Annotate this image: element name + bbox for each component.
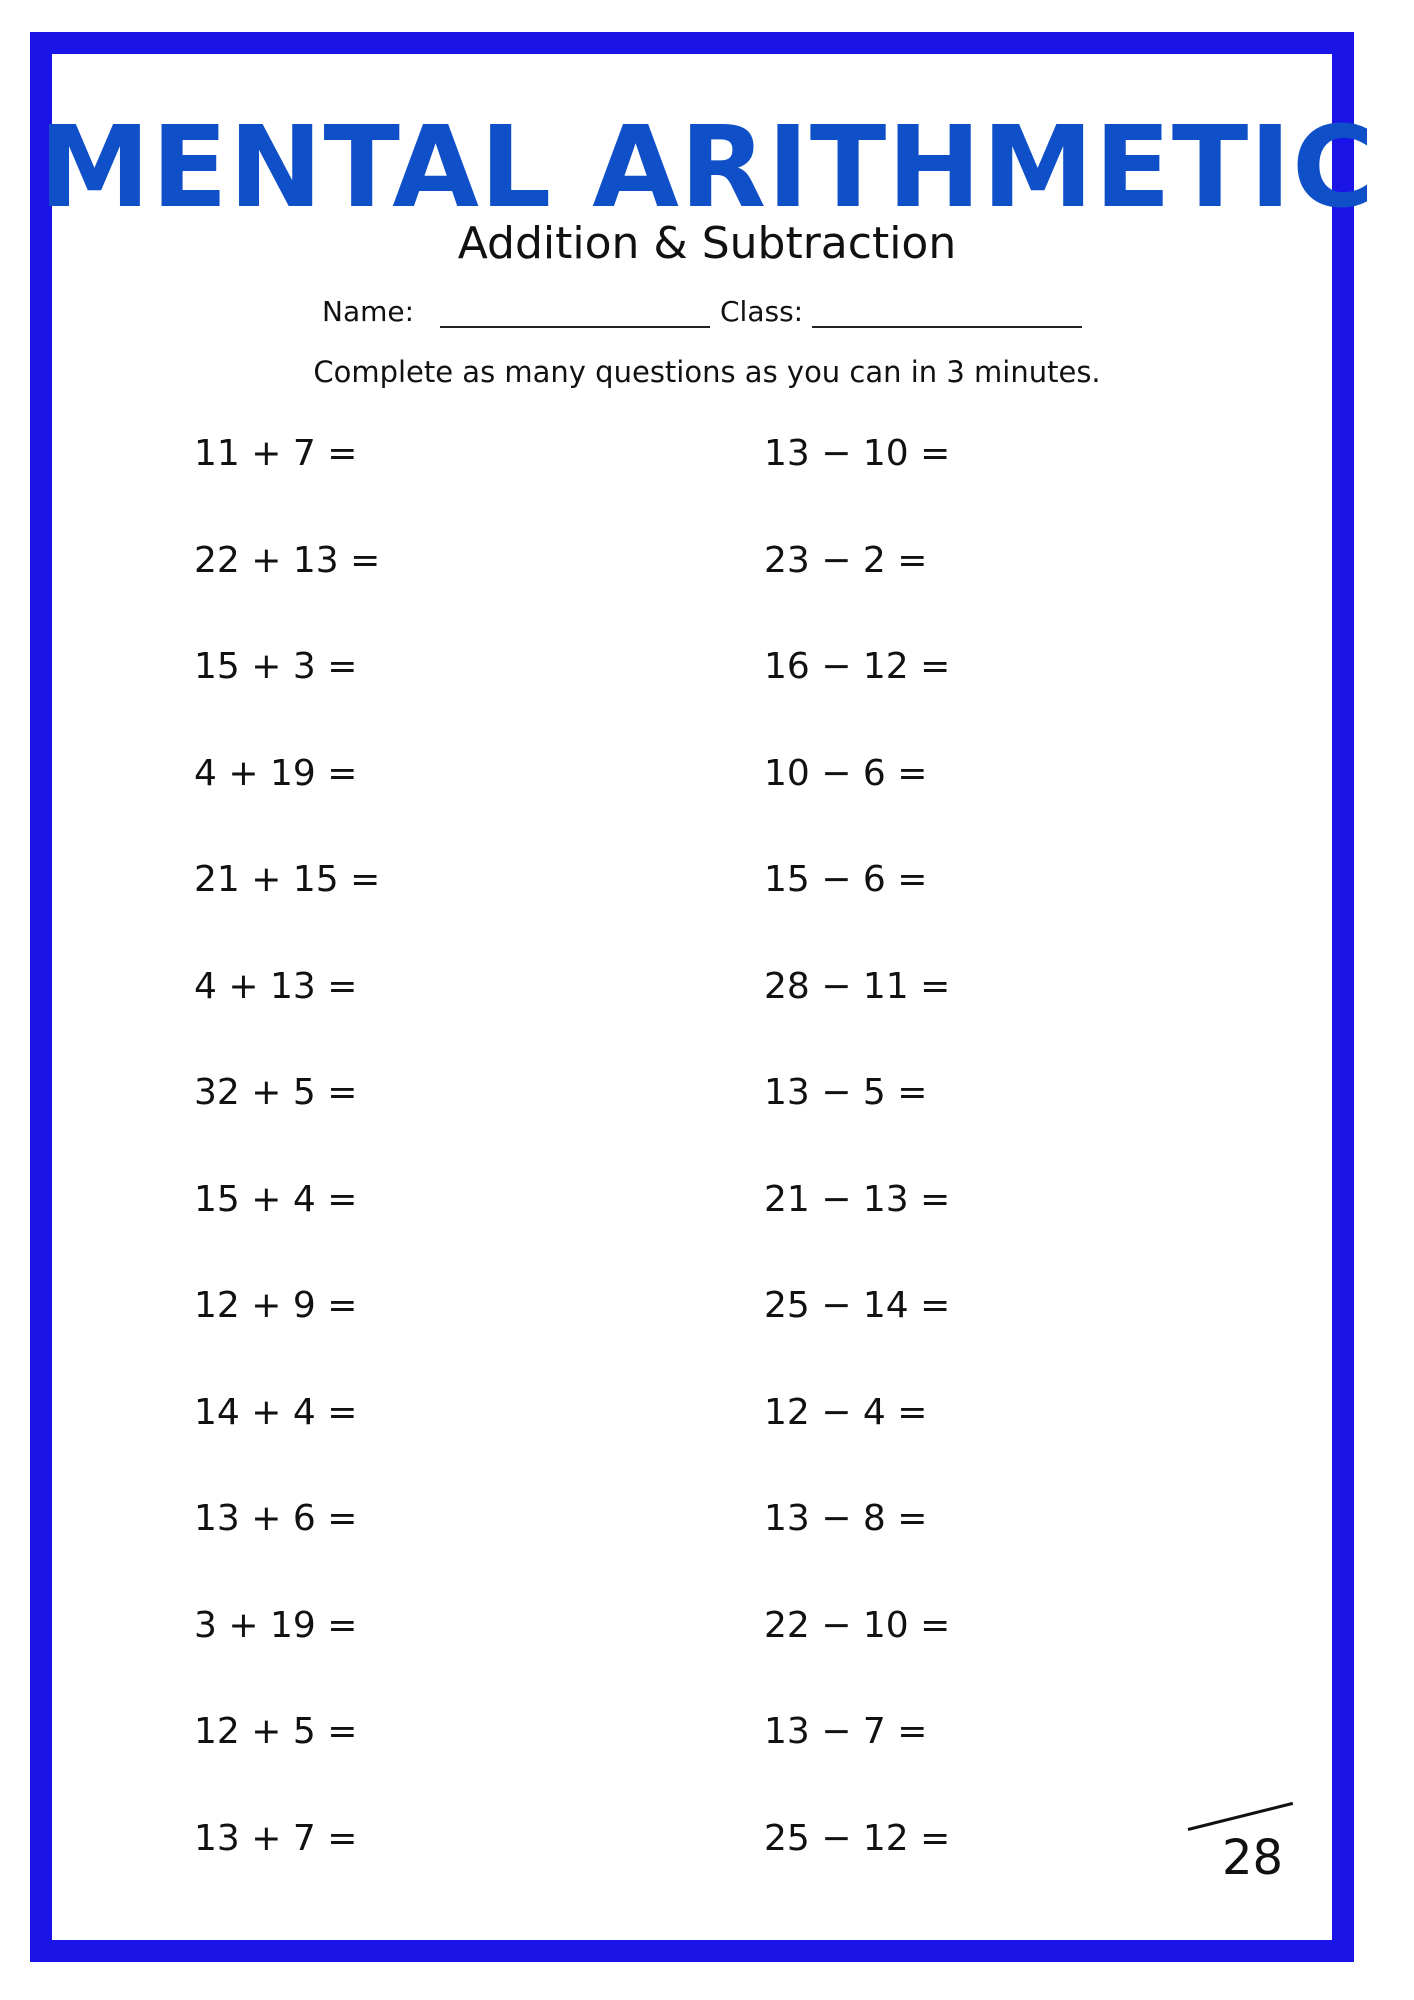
addition-question[interactable]: 15 + 3 =: [194, 646, 358, 687]
subtraction-question[interactable]: 12 − 4 =: [764, 1392, 928, 1433]
subtraction-question[interactable]: 15 − 6 =: [764, 859, 928, 900]
addition-question[interactable]: 22 + 13 =: [194, 540, 381, 581]
addition-question[interactable]: 11 + 7 =: [194, 433, 358, 474]
subtraction-question[interactable]: 13 − 5 =: [764, 1072, 928, 1113]
subtraction-question[interactable]: 13 − 7 =: [764, 1711, 928, 1752]
subtraction-question[interactable]: 25 − 12 =: [764, 1818, 951, 1859]
addition-question[interactable]: 12 + 5 =: [194, 1711, 358, 1752]
subtraction-question[interactable]: 13 − 8 =: [764, 1498, 928, 1539]
addition-question[interactable]: 12 + 9 =: [194, 1285, 358, 1326]
worksheet-subtitle: Addition & Subtraction: [457, 218, 957, 269]
class-label: Class:: [720, 295, 804, 328]
addition-question[interactable]: 4 + 19 =: [194, 753, 358, 794]
score-total: 28: [1222, 1830, 1284, 1886]
instructions: Complete as many questions as you can in 3 minutes.: [313, 355, 1101, 389]
addition-question[interactable]: 13 + 6 =: [194, 1498, 358, 1539]
subtraction-question[interactable]: 10 − 6 =: [764, 753, 928, 794]
score-box: [1188, 1800, 1298, 1890]
addition-question[interactable]: 32 + 5 =: [194, 1072, 358, 1113]
addition-question[interactable]: 13 + 7 =: [194, 1818, 358, 1859]
subtraction-question[interactable]: 28 − 11 =: [764, 966, 951, 1007]
addition-question[interactable]: 14 + 4 =: [194, 1392, 358, 1433]
addition-question[interactable]: 15 + 4 =: [194, 1179, 358, 1220]
addition-question[interactable]: 4 + 13 =: [194, 966, 358, 1007]
subtraction-question[interactable]: 21 − 13 =: [764, 1179, 951, 1220]
addition-question[interactable]: 21 + 15 =: [194, 859, 381, 900]
score-slash: [1188, 1802, 1294, 1831]
subtraction-question[interactable]: 22 − 10 =: [764, 1605, 951, 1646]
subtraction-question[interactable]: 25 − 14 =: [764, 1285, 951, 1326]
subtraction-question[interactable]: 23 − 2 =: [764, 540, 928, 581]
addition-question[interactable]: 3 + 19 =: [194, 1605, 358, 1646]
subtraction-question[interactable]: 13 − 10 =: [764, 433, 951, 474]
worksheet-title: MENTAL ARITHMETIC: [38, 103, 1376, 233]
subtraction-question[interactable]: 16 − 12 =: [764, 646, 951, 687]
name-label: Name:: [322, 295, 415, 328]
